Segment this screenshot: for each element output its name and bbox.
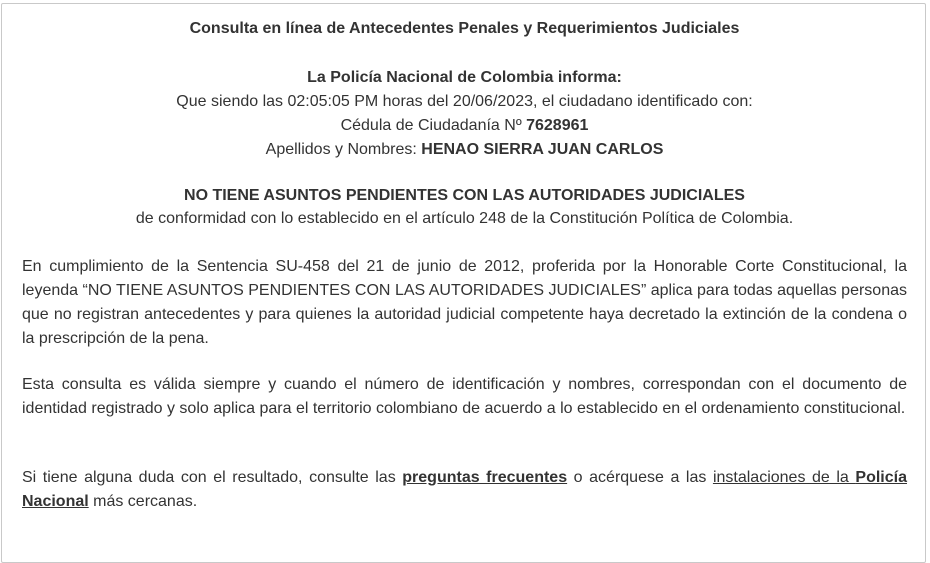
status-headline (22, 184, 907, 207)
help-prefix: Si tiene alguna duda con el resultado, consulte las (22, 469, 403, 486)
status-block (22, 184, 907, 230)
help-paragraph (22, 466, 907, 514)
sentencia-paragraph: En cumplimiento de la Sentencia SU-458 del 21 de junio de 2012, proferida por la Honorable Corte Constitucional, la leyenda “NO TIENE ASUNTOS PENDIENTES CON LAS AUTORIDADES JUDICIALES” aplica para todas aquellas personas que no registran antecedentes y para quienes la autoridad judicial competente haya decretado la extinción de la condena o la prescripción de la pena. (22, 258, 907, 347)
notice-heading (22, 66, 907, 90)
notice-heading-text: La Policía Nacional de Colombia informa: (307, 69, 622, 86)
faq-link[interactable]: preguntas frecuentes (402, 469, 568, 486)
name-line (22, 138, 907, 162)
id-line (22, 114, 907, 138)
facilities-link-text: instalaciones de la (712, 469, 856, 486)
page-title: Consulta en línea de Antecedentes Penales y Requerimientos Judiciales (189, 20, 740, 37)
name-value: HENAO SIERRA JUAN CARLOS (421, 141, 664, 158)
id-number: 7628961 (526, 117, 589, 134)
citizen-info (22, 66, 907, 162)
help-middle: o acérquese a las (567, 469, 713, 486)
status-basis: de conformidad con lo establecido en el artículo 248 de la Constitución Política de Colombia. (135, 210, 794, 227)
id-label: Cédula de Ciudadanía Nº (340, 117, 527, 134)
police-link-text: Policía Nacional (22, 469, 907, 510)
result-panel (1, 3, 926, 563)
query-time-line: Que siendo las 02:05:05 PM horas del 20/06/2023, el ciudadano identificado con: (176, 93, 753, 110)
help-suffix: más cercanas. (88, 493, 198, 510)
name-label: Apellidos y Nombres: (265, 141, 422, 158)
status-headline-text: NO TIENE ASUNTOS PENDIENTES CON LAS AUTORIDADES JUDICIALES (184, 187, 745, 204)
validity-paragraph: Esta consulta es válida siempre y cuando el número de identificación y nombres, correspondan con el documento de identidad registrado y solo aplica para el territorio colombiano de acuerdo a lo establecido en el ordenamiento constitucional. (22, 376, 907, 417)
